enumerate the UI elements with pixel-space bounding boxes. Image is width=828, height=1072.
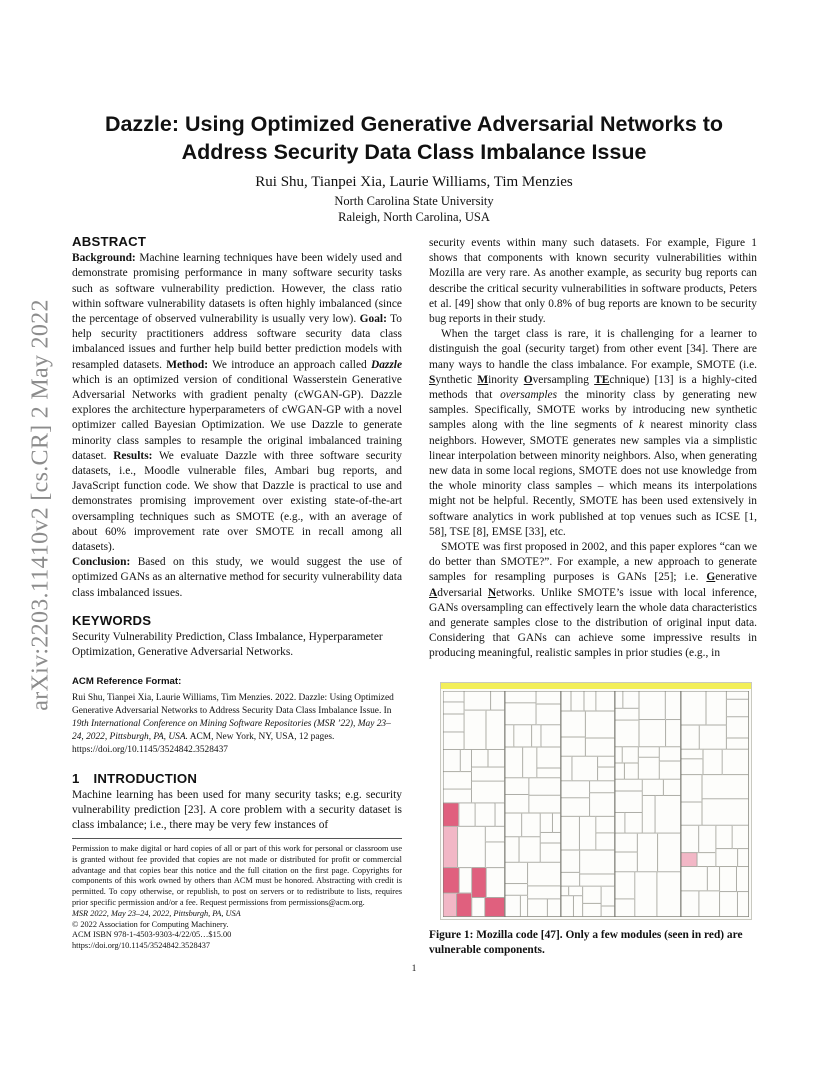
treemap-cell [615,813,625,833]
treemap-cell [443,732,464,749]
treemap-cell [681,802,702,825]
treemap-cell [464,710,485,749]
treemap-cell [590,781,615,792]
permission-notice: Permission to make digital or hard copies of all or part of this work for personal or classroom use is granted without fee provided that copies are not made or distributed for profit or commercial advantage and that copies bear this notice and the full citation on the first page. Copyrights for components of this work owned by others than ACM must be honored. Abstracting with credit is permitted. To copy otherwise, or republish, to post on servers or to redistribute to lists, requires prior specific permission and/or a fee. Request permissions from permissions@acm.org. MSR 2022, May 23–24, 2022, Pittsburgh, PA, USA © 2022 Association for Computing Machinery. ACM ISBN 978-1-4503-9303-4/22/05…$15.00 https://doi.org/10.1145/3524842.3528437 [72,838,402,952]
treemap-cell [598,757,615,767]
treemap-cell [532,725,541,747]
treemap-cell [625,813,642,833]
treemap-cell [486,710,504,749]
affiliation [72,193,756,225]
treemap-cell [716,849,737,866]
treemap-cell [486,842,505,867]
treemap-cell [443,827,457,868]
treemap-cell [666,691,681,719]
treemap-cell [569,887,582,896]
treemap-cell [541,833,561,843]
treemap-cell [521,896,528,917]
treemap-cell [536,704,560,724]
treemap-cell [623,747,638,763]
treemap-cell [561,850,579,872]
keywords-heading: KEYWORDS [72,612,152,628]
treemap-cell [727,717,749,738]
treemap-cell [541,843,561,862]
treemap-cell [737,867,749,891]
treemap-cell [601,906,614,916]
author-list: Rui Shu, Tianpei Xia, Laurie Williams, Tim Menzies [255,174,573,190]
treemap-cell [505,813,521,836]
treemap-cell [584,691,595,711]
treemap-cell [529,796,560,813]
treemap-cell [596,691,614,711]
treemap-cell [615,720,639,746]
treemap-cell [528,899,547,916]
treemap-cell [716,826,732,849]
treemap-cell [658,833,681,871]
treemap-cell [561,798,589,816]
treemap-cell [697,853,715,866]
treemap-cell [615,747,622,763]
treemap-cell [541,813,553,832]
abstract-text: Background: Machine learning techniques have been widely used and demonstrate promising performance in many software security tasks such as software vulnerability prediction. However, the class ratio within software vulnerability datasets is often highly imbalanced (since the percentage of observed vulnerability is usually very low). Goal: To help security practitioners address software security data class imbalanced issues and further help build better prediction models with resampled datasets. Method: We introduce an approach called Dazzle which is an optimized version of conditional Wasserstein Generative Adversarial Networks with gradient penalty (cWGAN-GP). Dazzle explores the architecture hyperparameters of cWGAN-GP with a novel optimizer called Bayesian Optimization. We use Dazzle to generate minority class samples to resample the original imbalanced training dataset. Results: We evaluate Dazzle with three software security datasets, i.e., Moodle vulnerable files, Ambari bug reports, and JavaScript function code. We show that Dazzle is practical to use and demonstrates promising improvement over existing state-of-the-art oversampling techniques such as SMOTE (e.g., with an average of about 60% improvement rate over SMOTE in recall among all datasets). Conclusion: Based on this study, we would suggest the use of optimized GANs as an alternative method for security vulnerability data class imbalanced issues. [72,252,403,599]
treemap-cell [459,868,471,893]
treemap-cell [727,738,749,749]
affiliation-location: Raleigh, North Carolina, USA [338,210,490,224]
treemap-cell [681,775,702,802]
treemap-header-bar [441,683,751,689]
treemap-cell [635,872,656,916]
treemap-cell [681,750,703,759]
treemap-cell [681,853,697,866]
treemap-cell [458,827,485,868]
treemap-cell [522,813,540,836]
treemap-cell [615,899,634,916]
treemap-cell [586,711,615,737]
intro-para-1: security events within many such datasets. For example, Figure 1 shows that components with known security vulnerabilities within Mozilla are very rare. As another example, as security bug reports can describe the critical security vulnerabilities in software products, Peters et al. [49] show that only 0.8% of bug reports are known to be security bug reports in their study. [429,237,757,326]
treemap-cell [488,750,504,767]
treemap-cell [528,863,561,886]
treemap-cell [472,781,505,802]
treemap-cell [561,896,573,916]
treemap-cell [615,791,642,812]
treemap-cell [615,852,637,871]
abstract-heading: ABSTRACT [72,234,147,249]
treemap-cell [657,872,680,916]
treemap-cell [529,778,560,795]
treemap-cell [727,691,749,699]
treemap-cell [738,849,749,866]
treemap-cell [505,725,513,747]
treemap-cell [495,803,504,826]
treemap-cell [541,725,560,747]
treemap-cell [561,691,571,711]
treemap-cell [702,775,748,799]
treemap-cell [720,892,737,917]
treemap-cell [596,833,614,850]
treemap-cell [443,772,471,789]
treemap-cell [523,747,537,777]
treemap-cell [572,757,597,781]
treemap-cell [655,796,680,833]
treemap-cell [615,691,622,708]
treemap-cell [590,793,615,816]
treemap-cell [472,868,486,897]
treemap-cell [681,759,703,774]
treemap-graphic [443,691,749,917]
treemap-cell [475,803,494,826]
treemap-cell [537,768,560,777]
treemap-cell [702,799,748,825]
treemap-cell [681,826,698,853]
treemap-cell [536,691,560,704]
treemap-cell [561,711,585,736]
treemap-cell [548,899,561,916]
treemap-cell [664,780,681,796]
treemap-cell [519,837,540,862]
treemap-cell [706,691,726,725]
treemap-cell [615,833,637,851]
treemap-cell [639,691,665,719]
treemap-cell [580,850,614,873]
treemap-cell [638,833,658,871]
treemap-cell [505,863,527,884]
treemap-cell [625,763,638,779]
treemap-cell [700,725,726,749]
treemap-cell [699,826,716,853]
treemap-cell [505,703,536,724]
page-number: 1 [411,963,417,974]
treemap-cell [505,778,528,794]
treemap-cell [623,691,639,708]
treemap-cell [505,896,520,917]
treemap-cell [485,898,504,917]
treemap-cell [586,738,615,756]
treemap-cell [443,868,459,893]
treemap-cell [596,817,614,833]
intro-heading: 1 INTRODUCTION [72,770,198,786]
treemap-cell [472,767,505,780]
treemap-cell [738,892,749,917]
treemap-cell [681,725,699,749]
treemap-cell [660,747,681,761]
intro-para-3: SMOTE was first proposed in 2002, and this paper explores “can we do better than SMOTE?”. For example, a new approach to generate samples for resampling purposes is GANs [25]; i.e. Generative Adversarial Networks. Unlike SMOTE’s issue with local inference, GANs oversampling can effectively learn the whole data characteristics and generate samples close to the distribution of original input data. Considering that GANs can achieve some impressive results in producing meaningful, realistic samples in prior studies (e.g., in [429,541,757,660]
treemap-cell [720,867,736,891]
treemap-cell [681,891,699,916]
treemap-cell [505,795,528,813]
treemap-cell [457,893,472,916]
treemap-cell [643,796,655,833]
treemap-cell [580,874,614,886]
left-column [72,234,402,834]
treemap-cell [505,837,519,862]
treemap-cell [443,702,464,714]
treemap-cell [733,826,749,849]
treemap-cell [708,867,720,891]
treemap-cell [561,887,568,896]
treemap-cell [615,763,624,779]
treemap-cell [598,767,615,780]
treemap-cell [639,758,659,779]
treemap-cell [443,803,458,826]
treemap-cell [505,884,527,895]
treemap-cell [561,781,589,797]
treemap-cell [615,780,642,791]
treemap-cell [703,750,722,775]
treemap-cell [464,691,490,710]
treemap-cell [505,747,522,777]
treemap-cell [443,893,456,916]
intro-text: Machine learning has been used for many security tasks; e.g. security vulnerability prediction [23]. A core problem with a security dataset is class imbalance; i.e., there may be very few instances of [72,788,402,832]
treemap-cell [615,872,634,899]
treemap-cell [583,887,601,904]
treemap-cell [574,896,583,916]
treemap-cell [443,789,471,802]
acm-ref-heading: ACM Reference Format: [72,676,182,688]
affiliation-university: North Carolina State University [334,194,494,208]
treemap-cell [472,750,488,767]
treemap-cell [615,709,639,720]
treemap-cell [601,887,614,906]
treemap-cell [461,750,472,771]
treemap-cell [443,691,464,702]
treemap-cell [561,873,579,886]
treemap-cell [491,691,505,710]
treemap-cell [583,904,601,917]
treemap-cell [660,761,681,779]
paper-title: Dazzle: Using Optimized Generative Adversarial Networks to Address Security Data Class Imbalance Issue [104,112,724,164]
treemap-cell [561,757,572,781]
treemap-cell [459,803,475,826]
treemap-cell [561,737,585,756]
treemap-cell [505,691,536,702]
treemap-cell [571,691,583,711]
treemap-cell [681,691,706,725]
treemap-cell [580,817,596,850]
treemap-cell [486,827,505,842]
figure-caption: Figure 1: Mozilla code [47]. Only a few modules (seen in red) are vulnerable components. [429,929,743,956]
treemap-cell [727,700,749,717]
treemap-cell [639,720,665,747]
treemap-cell [443,714,464,731]
keywords-text: Security Vulnerability Prediction, Class Imbalance, Hyperparameter Optimization, Generative Adversarial Networks. [72,631,383,659]
treemap-cell [528,886,561,898]
treemap-cell [443,750,460,771]
treemap-cell [666,720,681,747]
treemap-cell [643,780,663,796]
intro-para-2: When the target class is rare, it is challenging for a learner to distinguish the goal (security target) from other event [34]. There are many ways to handle the class imbalance. For example, SMOTE (i.e. Synthetic Minority Oversampling TEchnique) [13] is a highly-cited methods that oversamples the minority class by generating new samples. Specifically, SMOTE works by introducing new synthetic samples along with the line segments of k nearest minority class neighbors. However, SMOTE generates new samples via a simplistic linear interpolation between minority neighbors. Also, when generating new data in some local regions, SMOTE does not use knowledge from the whole minority class samples – which means its interpolations might not be helpful. Recently, SMOTE has been used extensively in software analytics in work published at top venues such as ICSE [1, 58], TSE [8], EMSE [33], etc. [429,328,757,538]
treemap-cell [553,813,561,832]
acm-ref-text: Rui Shu, Tianpei Xia, Laurie Williams, Tim Menzies. 2022. Dazzle: Using Optimized Generative Adversarial Networks to Address Security Data Class Imbalance Issue. In 19th International Conference on Mining Software Repositories (MSR ’22), May 23–24, 2022, Pittsburgh, PA, USA. ACM, New York, NY, USA, 12 pages. https://doi.org/10.1145/3524842.3528437 [72,692,394,755]
treemap-cell [537,747,560,767]
treemap-cell [487,868,505,897]
treemap-cell [561,817,579,850]
treemap-cell [639,747,659,757]
treemap-cell [681,867,707,891]
treemap-cell [472,898,484,917]
treemap-cell [514,725,531,747]
treemap-cell [723,750,749,775]
arxiv-stamp: arXiv:2203.11410v2 [cs.CR] 2 May 2022 [27,299,54,711]
treemap-cell [699,891,719,916]
right-column [429,236,757,662]
mozilla-treemap-figure [440,682,752,920]
